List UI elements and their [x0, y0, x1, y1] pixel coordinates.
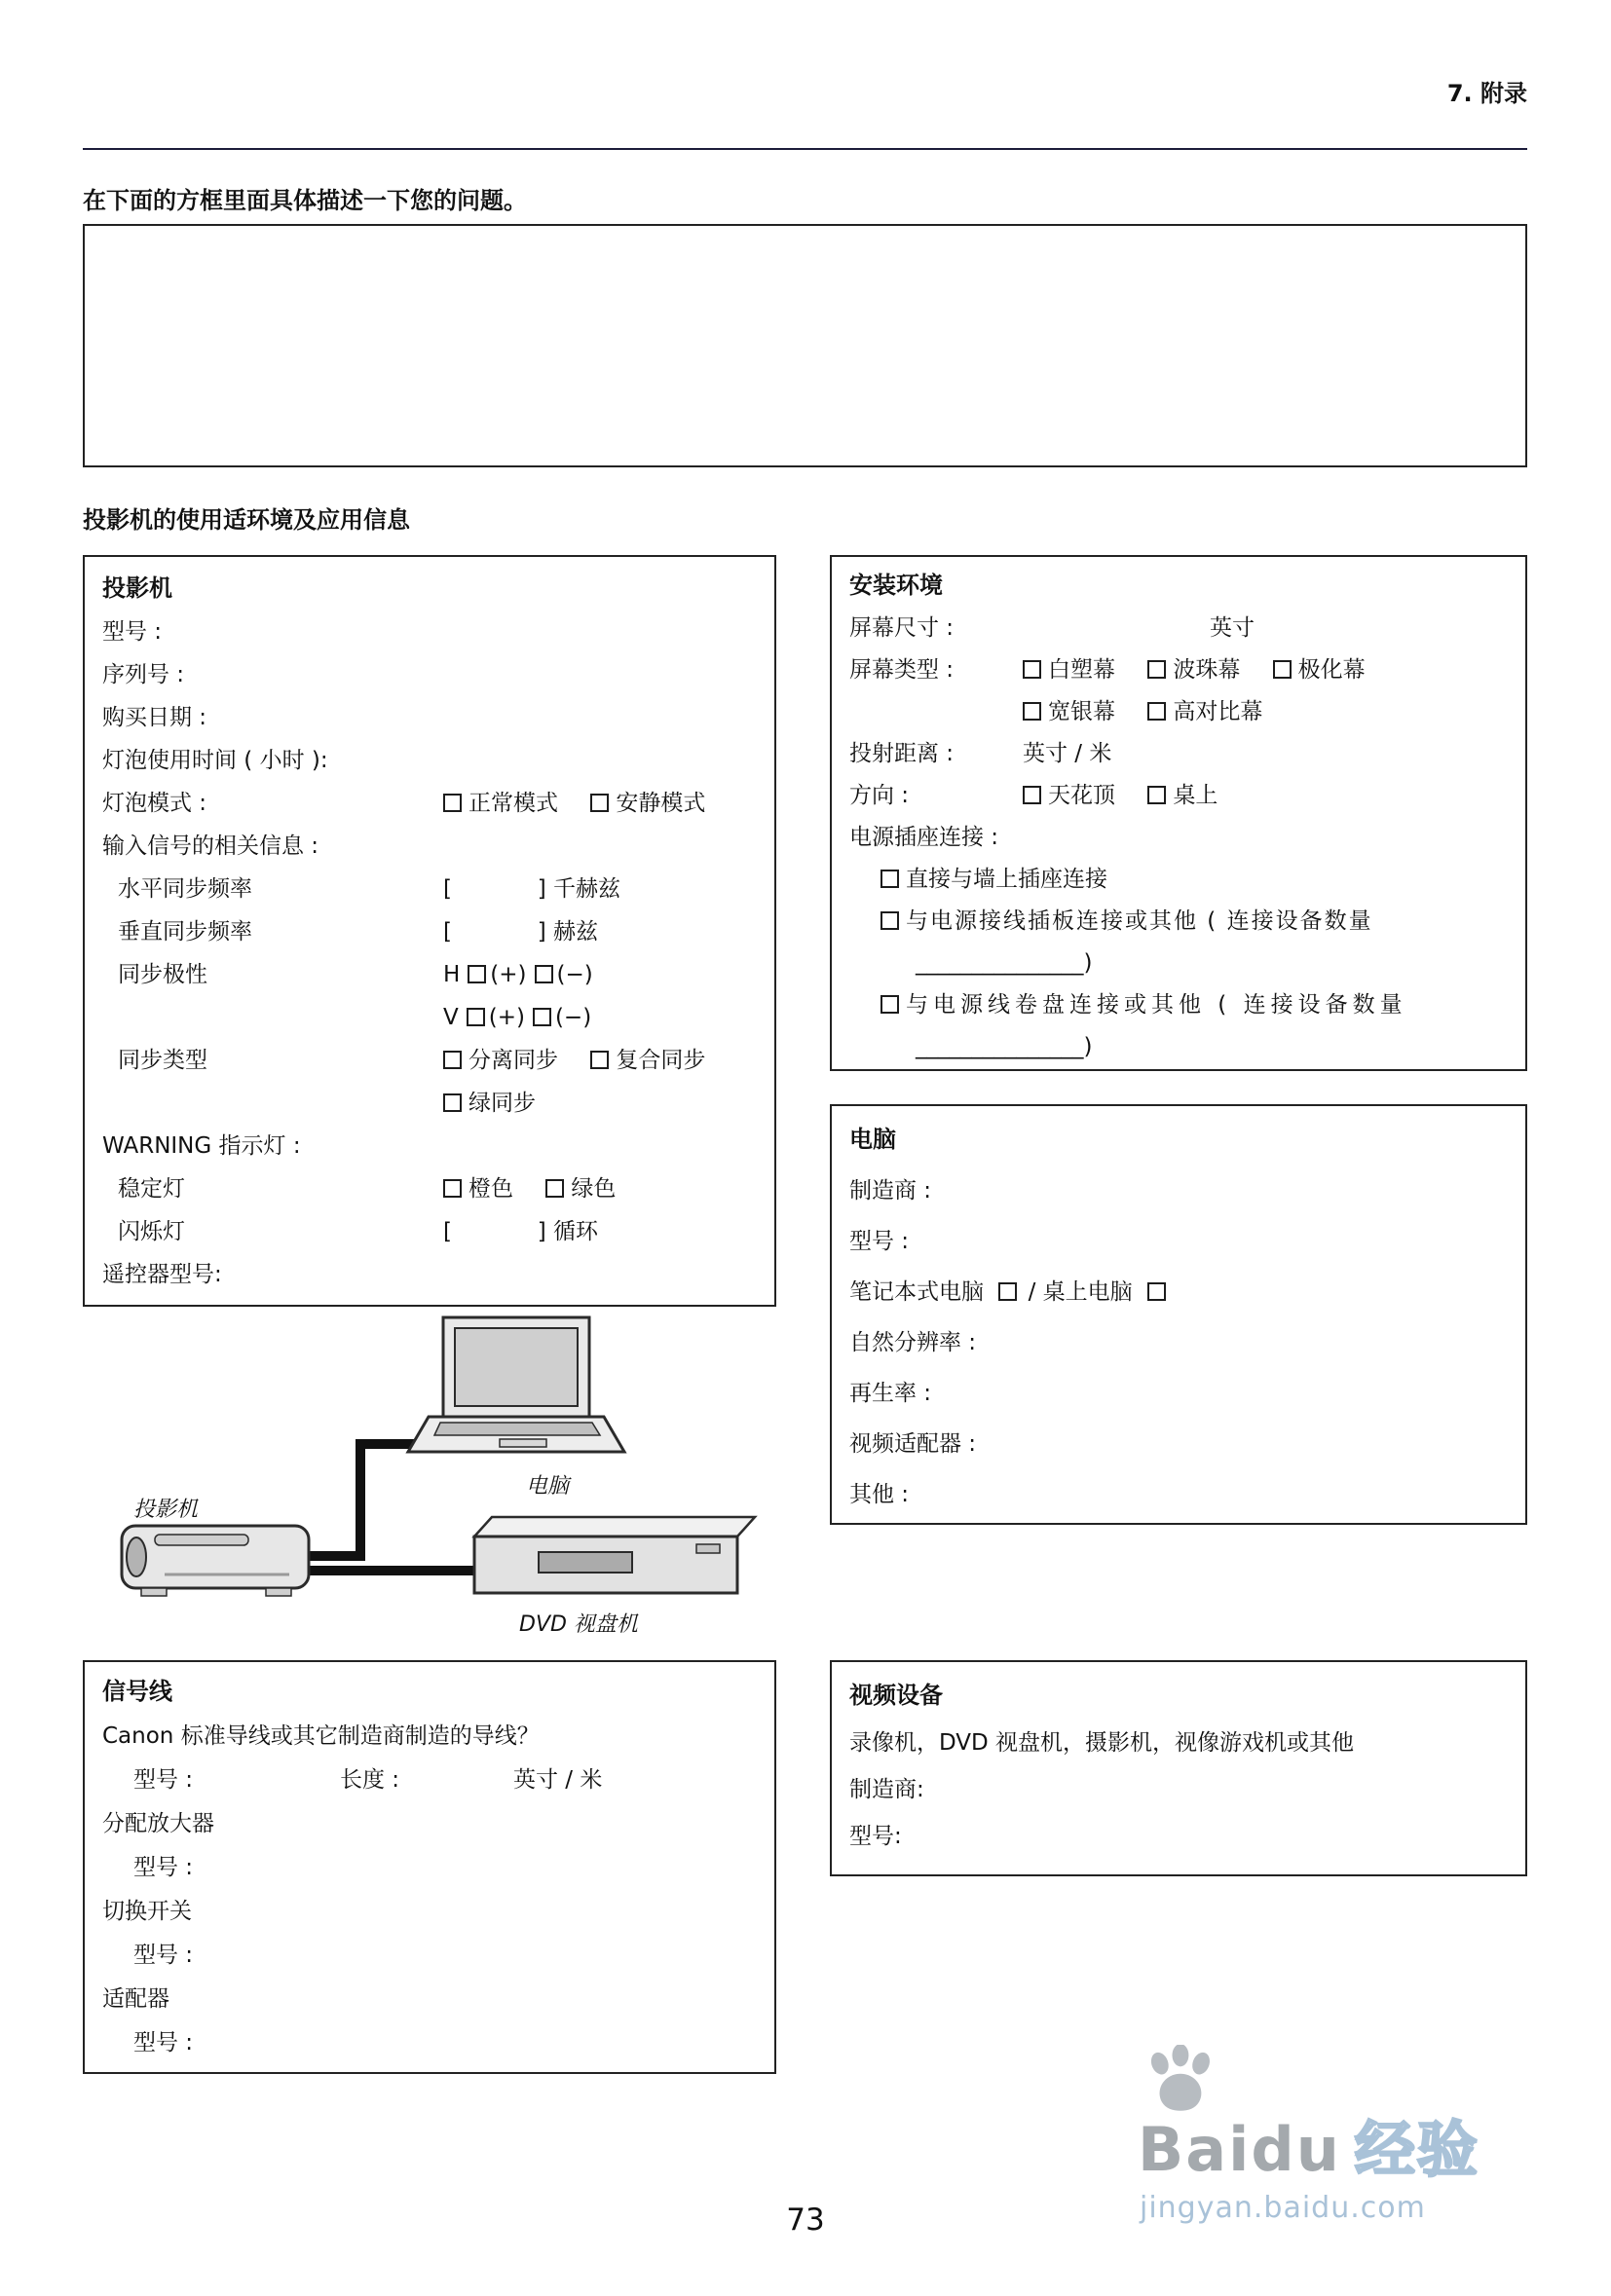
cable-question-label: Canon 标准导线或其它制造商制造的导线？ — [102, 1723, 540, 1749]
diagram-projector-label: 投影机 — [133, 1498, 199, 1522]
cord-reel-count-blank: _______________) — [916, 1034, 1093, 1059]
watermark-brand-cn: 经验 — [1354, 2114, 1480, 2185]
sync-type-label: 同步类型 — [118, 1048, 207, 1073]
remote-model-label: 遥控器型号: — [102, 1262, 222, 1287]
purchase-date-label: 购买日期 : — [102, 705, 207, 730]
native-resolution-label: 自然分辨率 : — [849, 1330, 977, 1355]
power-strip-count-blank: _______________) — [916, 950, 1093, 976]
video-box-title: 视频设备 — [849, 1682, 943, 1709]
environment-section-title: 投影机的使用适环境及应用信息 — [83, 506, 410, 534]
video-manufacturer-row — [849, 1766, 1508, 1813]
wide-screen-checkbox — [1023, 702, 1041, 721]
adapter-model-row — [102, 2021, 757, 2065]
switcher-model-label: 型号 : — [133, 1943, 194, 1968]
v-sync-row — [102, 910, 757, 953]
computer-info-box — [830, 1104, 1527, 1525]
power-option-3-row — [849, 984, 1508, 1026]
power-option-1-row — [849, 859, 1508, 901]
composite-sync-option — [590, 1048, 705, 1073]
polarized-checkbox — [1273, 660, 1292, 679]
computer-box-title: 电脑 — [849, 1126, 896, 1153]
h-sync-row — [102, 868, 757, 910]
orange-checkbox — [443, 1179, 462, 1198]
v-plus-label: (+) — [488, 1005, 525, 1030]
beaded-label: 波珠幕 — [1173, 657, 1241, 683]
ceiling-checkbox — [1023, 786, 1041, 804]
sync-type-row-2 — [102, 1082, 757, 1125]
v-minus-checkbox — [533, 1008, 551, 1026]
cable-length-unit: 英寸 / 米 — [513, 1767, 603, 1793]
v-sync-label: 垂直同步频率 — [118, 919, 252, 944]
orientation-row — [849, 775, 1508, 817]
lamp-mode-row — [102, 782, 757, 825]
video-equipment-box — [830, 1660, 1527, 1876]
video-box-title-row — [849, 1672, 1508, 1720]
install-box-title-row — [849, 565, 1508, 608]
h-sync-value: [ ] 千赫兹 — [443, 876, 620, 902]
amplifier-row — [102, 1802, 757, 1846]
sync-polarity-spacer — [102, 996, 443, 1039]
projector-serial-label: 序列号 : — [102, 662, 185, 687]
sync-type-options-1 — [443, 1039, 731, 1082]
power-strip-label: 与电源接线插板连接或其他 ( 连接设备数量 — [906, 908, 1373, 934]
flashing-light-row — [102, 1210, 757, 1253]
sync-polarity-v-value — [443, 996, 591, 1039]
orientation-label: 方向 : — [849, 783, 910, 808]
wall-outlet-label: 直接与墙上插座连接 — [906, 867, 1107, 892]
sync-polarity-v-prefix: V — [443, 1005, 459, 1030]
screen-type-row-2 — [849, 691, 1508, 733]
amplifier-model-label: 型号 : — [133, 1855, 194, 1880]
warning-indicator-label: WARNING 指示灯 : — [102, 1133, 301, 1159]
power-outlet-label: 电源插座连接 : — [849, 825, 999, 850]
diagram-dvd-label: DVD 视盘机 — [519, 1612, 638, 1637]
normal-mode-option — [443, 791, 558, 816]
orange-option — [443, 1176, 513, 1202]
white-matte-option — [1023, 657, 1115, 683]
steady-light-label: 稳定灯 — [118, 1176, 185, 1202]
white-matte-checkbox — [1023, 660, 1041, 679]
input-signal-info-label: 输入信号的相关信息 : — [102, 833, 319, 859]
projector-box-title-row — [102, 567, 757, 611]
cable-question-row — [102, 1715, 757, 1759]
screen-type-label: 屏幕类型 : — [849, 657, 955, 683]
quiet-mode-checkbox — [590, 794, 609, 812]
video-model-row — [849, 1813, 1508, 1860]
sync-polarity-h-value — [443, 953, 593, 996]
projector-info-box — [83, 555, 776, 1307]
cord-reel-label: 与电源线卷盘连接或其他 ( 连接设备数量 — [906, 992, 1407, 1018]
signal-box-title-row — [102, 1670, 757, 1715]
computer-type-row — [849, 1267, 1508, 1317]
power-option-2-cont-row — [849, 943, 1508, 984]
separate-sync-checkbox — [443, 1051, 462, 1069]
watermark-url: jingyan.baidu.com — [1140, 2191, 1426, 2225]
computer-manufacturer-label: 制造商 : — [849, 1178, 932, 1204]
refresh-rate-label: 再生率 : — [849, 1381, 932, 1406]
problem-description-prompt: 在下面的方框里面具体描述一下您的问题。 — [83, 187, 527, 214]
signal-box-title: 信号线 — [102, 1678, 172, 1705]
separate-sync-label: 分离同步 — [468, 1048, 558, 1073]
desktop-option — [1147, 783, 1218, 808]
projector-serial-row — [102, 653, 757, 696]
chapter-header: 7. 附录 — [1446, 80, 1527, 107]
h-plus-checkbox — [468, 965, 486, 983]
composite-sync-checkbox — [590, 1051, 609, 1069]
throw-distance-row — [849, 733, 1508, 775]
flashing-light-label: 闪烁灯 — [118, 1219, 185, 1244]
screen-type-options-1 — [1023, 649, 1391, 691]
green-checkbox — [545, 1179, 564, 1198]
screen-size-label: 屏幕尺寸 : — [849, 615, 955, 641]
computer-other-row — [849, 1469, 1508, 1520]
video-devices-row — [849, 1720, 1508, 1766]
throw-distance-unit: 英寸 / 米 — [1023, 741, 1112, 766]
power-option-3-cont-row — [849, 1026, 1508, 1068]
adapter-label: 适配器 — [102, 1986, 169, 2012]
laptop-checkbox — [998, 1282, 1017, 1301]
amplifier-model-row — [102, 1846, 757, 1890]
wide-screen-label: 宽银幕 — [1048, 699, 1115, 724]
desktop-checkbox — [1147, 786, 1166, 804]
sync-type-options-2 — [443, 1082, 561, 1125]
projector-model-label: 型号 : — [102, 619, 163, 645]
video-adapter-row — [849, 1419, 1508, 1469]
screen-size-unit: 英寸 — [1210, 615, 1255, 641]
h-minus-checkbox — [535, 965, 553, 983]
sync-polarity-h-row — [102, 953, 757, 996]
native-resolution-row — [849, 1317, 1508, 1368]
computer-manufacturer-row — [849, 1166, 1508, 1216]
lamp-hours-row — [102, 739, 757, 782]
sync-polarity-h-prefix: H — [443, 962, 461, 987]
cable-length-label: 长度 : — [340, 1767, 400, 1793]
page-number: 73 — [786, 2203, 825, 2238]
remote-model-row — [102, 1253, 757, 1296]
watermark-brand-en: Baidu — [1138, 2114, 1341, 2185]
ceiling-label: 天花顶 — [1048, 783, 1115, 808]
lamp-hours-label: 灯泡使用时间 ( 小时 ): — [102, 748, 328, 773]
amplifier-label: 分配放大器 — [102, 1811, 214, 1836]
video-devices-label: 录像机，DVD 视盘机，摄影机，视像游戏机或其他 — [849, 1730, 1355, 1756]
install-environment-box — [830, 555, 1527, 1071]
refresh-rate-row — [849, 1368, 1508, 1419]
composite-sync-label: 复合同步 — [616, 1048, 706, 1073]
power-outlet-row — [849, 817, 1508, 859]
steady-light-options — [443, 1167, 641, 1210]
video-manufacturer-label: 制造商: — [849, 1777, 924, 1802]
video-adapter-label: 视频适配器 : — [849, 1431, 977, 1457]
ceiling-option — [1023, 783, 1115, 808]
sync-polarity-label: 同步极性 — [118, 962, 207, 987]
computer-box-title-row — [849, 1114, 1508, 1166]
wide-screen-option — [1023, 699, 1115, 724]
switcher-model-row — [102, 1934, 757, 1978]
watermark-brand — [1138, 2101, 1480, 2188]
steady-light-row — [102, 1167, 757, 1210]
screen-type-row — [849, 649, 1508, 691]
laptop-art — [408, 1317, 624, 1452]
white-matte-label: 白塑幕 — [1048, 657, 1115, 683]
green-label: 绿色 — [571, 1176, 617, 1202]
high-contrast-option — [1147, 699, 1262, 724]
sync-type-row — [102, 1039, 757, 1082]
connection-diagram-art — [83, 1310, 776, 1652]
adapter-model-label: 型号 : — [133, 2030, 194, 2055]
power-strip-checkbox — [880, 911, 899, 930]
normal-mode-checkbox — [443, 794, 462, 812]
input-signal-info-row — [102, 825, 757, 868]
video-model-label: 型号: — [849, 1824, 902, 1849]
switcher-label: 切换开关 — [102, 1899, 192, 1924]
flashing-light-value: [ ] 循环 — [443, 1219, 598, 1244]
desktop-label: 桌上 — [1173, 783, 1218, 808]
adapter-row — [102, 1978, 757, 2021]
baidu-watermark — [1138, 2045, 1576, 2244]
install-box-title: 安装环境 — [849, 572, 943, 599]
purchase-date-row — [102, 696, 757, 739]
throw-distance-label: 投射距离 : — [849, 741, 955, 766]
cable-model-label: 型号 : — [133, 1767, 194, 1793]
problem-description-box — [83, 224, 1527, 467]
v-sync-value: [ ] 赫兹 — [443, 919, 598, 944]
diagram-computer-label: 电脑 — [526, 1474, 570, 1499]
projector-model-row — [102, 611, 757, 653]
h-minus-label: (−) — [556, 962, 593, 987]
computer-other-label: 其他 : — [849, 1482, 910, 1507]
header-rule — [83, 148, 1527, 150]
connection-diagram — [83, 1310, 776, 1652]
screen-size-row — [849, 608, 1508, 649]
desktop-label-2: / 桌上电脑 — [1028, 1279, 1133, 1305]
green-option — [545, 1176, 616, 1202]
orientation-options — [1023, 775, 1243, 817]
dvd-player-art — [474, 1517, 755, 1593]
h-plus-label: (+) — [490, 962, 527, 987]
projector-box-title: 投影机 — [102, 574, 172, 602]
wall-outlet-checkbox — [880, 870, 899, 888]
polarized-option — [1273, 657, 1366, 683]
cord-reel-checkbox — [880, 995, 899, 1014]
computer-model-label: 型号 : — [849, 1229, 910, 1254]
laptop-label: 笔记本式电脑 — [849, 1279, 984, 1305]
quiet-mode-option — [590, 791, 705, 816]
orange-label: 橙色 — [468, 1176, 513, 1202]
computer-model-row — [849, 1216, 1508, 1267]
high-contrast-checkbox — [1147, 702, 1166, 721]
lamp-mode-label: 灯泡模式 : — [102, 791, 207, 816]
cable-model-length-row — [102, 1759, 757, 1802]
switcher-row — [102, 1890, 757, 1934]
sync-on-green-option — [443, 1091, 536, 1116]
h-sync-label: 水平同步频率 — [118, 876, 252, 902]
beaded-option — [1147, 657, 1240, 683]
sync-type-spacer — [102, 1082, 443, 1125]
v-minus-label: (−) — [554, 1005, 592, 1030]
v-plus-checkbox — [467, 1008, 485, 1026]
sync-polarity-v-row — [102, 996, 757, 1039]
computer-cable — [309, 1444, 492, 1556]
high-contrast-label: 高对比幕 — [1173, 699, 1263, 724]
beaded-checkbox — [1147, 660, 1166, 679]
warning-indicator-row — [102, 1125, 757, 1167]
sync-on-green-checkbox — [443, 1093, 462, 1112]
desktop-checkbox-2 — [1147, 1282, 1166, 1301]
quiet-mode-option-label: 安静模式 — [616, 791, 706, 816]
power-option-2-row — [849, 901, 1508, 943]
sync-on-green-label: 绿同步 — [468, 1091, 536, 1116]
signal-cable-box — [83, 1660, 776, 2074]
separate-sync-option — [443, 1048, 558, 1073]
lamp-mode-options — [443, 782, 731, 825]
normal-mode-option-label: 正常模式 — [468, 791, 558, 816]
polarized-label: 极化幕 — [1297, 657, 1366, 683]
projector-art — [122, 1526, 309, 1596]
